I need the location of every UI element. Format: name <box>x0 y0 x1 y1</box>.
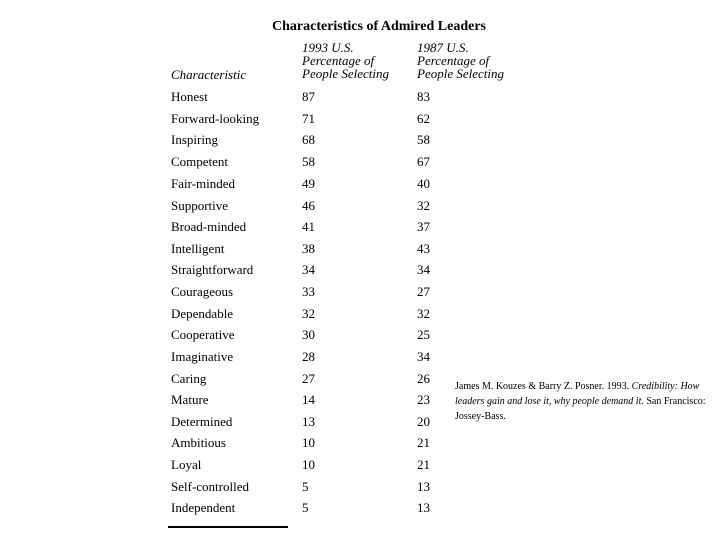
characteristic-name: Broad-minded <box>171 219 247 234</box>
characteristic-name: Courageous <box>171 284 234 299</box>
value-1987: 13 <box>417 500 430 515</box>
table-row <box>0 262 720 282</box>
value-1993: 13 <box>302 414 315 429</box>
table-row <box>0 89 720 109</box>
table-row <box>0 457 720 477</box>
characteristic-name: Loyal <box>171 457 202 472</box>
characteristic-name: Intelligent <box>171 241 225 256</box>
value-1993: 38 <box>302 241 315 256</box>
value-1987: 26 <box>417 371 430 386</box>
value-1993: 30 <box>302 327 315 342</box>
table-row <box>0 327 720 347</box>
value-1987: 25 <box>417 327 430 342</box>
value-1987: 34 <box>417 262 430 277</box>
header-1987-line: People Selecting <box>417 66 504 81</box>
value-1993: 28 <box>302 349 315 364</box>
table-row <box>0 306 720 326</box>
citation-authors: James M. Kouzes & Barry Z. Posner. 1993. <box>455 381 630 392</box>
value-1987: 34 <box>417 349 430 364</box>
header-1987-line: 1987 U.S. <box>417 40 469 55</box>
characteristic-name: Caring <box>171 371 207 386</box>
value-1987: 32 <box>417 306 430 321</box>
header-1987-line: Percentage of <box>417 53 490 68</box>
header-1993-line: Percentage of <box>302 53 375 68</box>
value-1993: 49 <box>302 176 315 191</box>
value-1987: 58 <box>417 132 430 147</box>
value-1987: 21 <box>417 435 430 450</box>
value-1993: 27 <box>302 371 315 386</box>
table-row <box>0 198 720 218</box>
value-1993: 34 <box>302 262 315 277</box>
characteristic-name: Determined <box>171 414 233 429</box>
table-row <box>0 219 720 239</box>
value-1987: 23 <box>417 392 430 407</box>
header-1993-line: 1993 U.S. <box>302 40 354 55</box>
value-1987: 13 <box>417 479 430 494</box>
header-1993 <box>302 41 389 80</box>
value-1993: 33 <box>302 284 315 299</box>
value-1987: 21 <box>417 457 430 472</box>
characteristic-name: Fair-minded <box>171 176 236 191</box>
page-title: Characteristics of Admired Leaders <box>272 19 486 34</box>
value-1987: 43 <box>417 241 430 256</box>
table-row <box>0 435 720 455</box>
citation-title: Credibility: How leaders gain and lose it, why people demand it. <box>455 381 700 407</box>
value-1987: 27 <box>417 284 430 299</box>
table-row <box>0 349 720 369</box>
characteristic-name: Self-controlled <box>171 479 249 494</box>
header-1987 <box>417 41 504 80</box>
table-row <box>0 241 720 261</box>
value-1993: 32 <box>302 306 315 321</box>
characteristic-name: Competent <box>171 154 229 169</box>
table-row <box>0 111 720 131</box>
value-1987: 40 <box>417 176 430 191</box>
value-1993: 58 <box>302 154 315 169</box>
characteristic-name: Ambitious <box>171 435 226 450</box>
characteristic-name: Dependable <box>171 306 234 321</box>
characteristic-name: Inspiring <box>171 132 218 147</box>
characteristic-name: Supportive <box>171 198 229 213</box>
characteristic-name: Forward-looking <box>171 111 260 126</box>
value-1993: 71 <box>302 111 315 126</box>
value-1987: 32 <box>417 198 430 213</box>
header-1993-line: People Selecting <box>302 66 389 81</box>
value-1987: 83 <box>417 89 430 104</box>
table-row <box>0 154 720 174</box>
table-row <box>0 500 720 520</box>
header-characteristic: Characteristic <box>171 67 247 82</box>
value-1993: 41 <box>302 219 315 234</box>
characteristic-name: Cooperative <box>171 327 235 342</box>
value-1993: 5 <box>302 479 309 494</box>
citation-publisher: San Francisco: Jossey-Bass. <box>455 396 706 422</box>
characteristic-name: Honest <box>171 89 208 104</box>
characteristic-name: Mature <box>171 392 209 407</box>
characteristic-name: Imaginative <box>171 349 234 364</box>
value-1987: 67 <box>417 154 430 169</box>
citation <box>455 379 715 424</box>
value-1993: 87 <box>302 89 315 104</box>
characteristic-name: Straightforward <box>171 262 254 277</box>
table-row <box>0 284 720 304</box>
value-1993: 14 <box>302 392 315 407</box>
table-row <box>0 132 720 152</box>
value-1993: 10 <box>302 435 315 450</box>
value-1987: 37 <box>417 219 430 234</box>
value-1987: 62 <box>417 111 430 126</box>
table-bottom-rule <box>168 526 288 528</box>
value-1993: 68 <box>302 132 315 147</box>
table-row <box>0 176 720 196</box>
value-1993: 5 <box>302 500 309 515</box>
value-1993: 10 <box>302 457 315 472</box>
value-1993: 46 <box>302 198 315 213</box>
value-1987: 20 <box>417 414 430 429</box>
table-row <box>0 479 720 499</box>
characteristic-name: Independent <box>171 500 236 515</box>
